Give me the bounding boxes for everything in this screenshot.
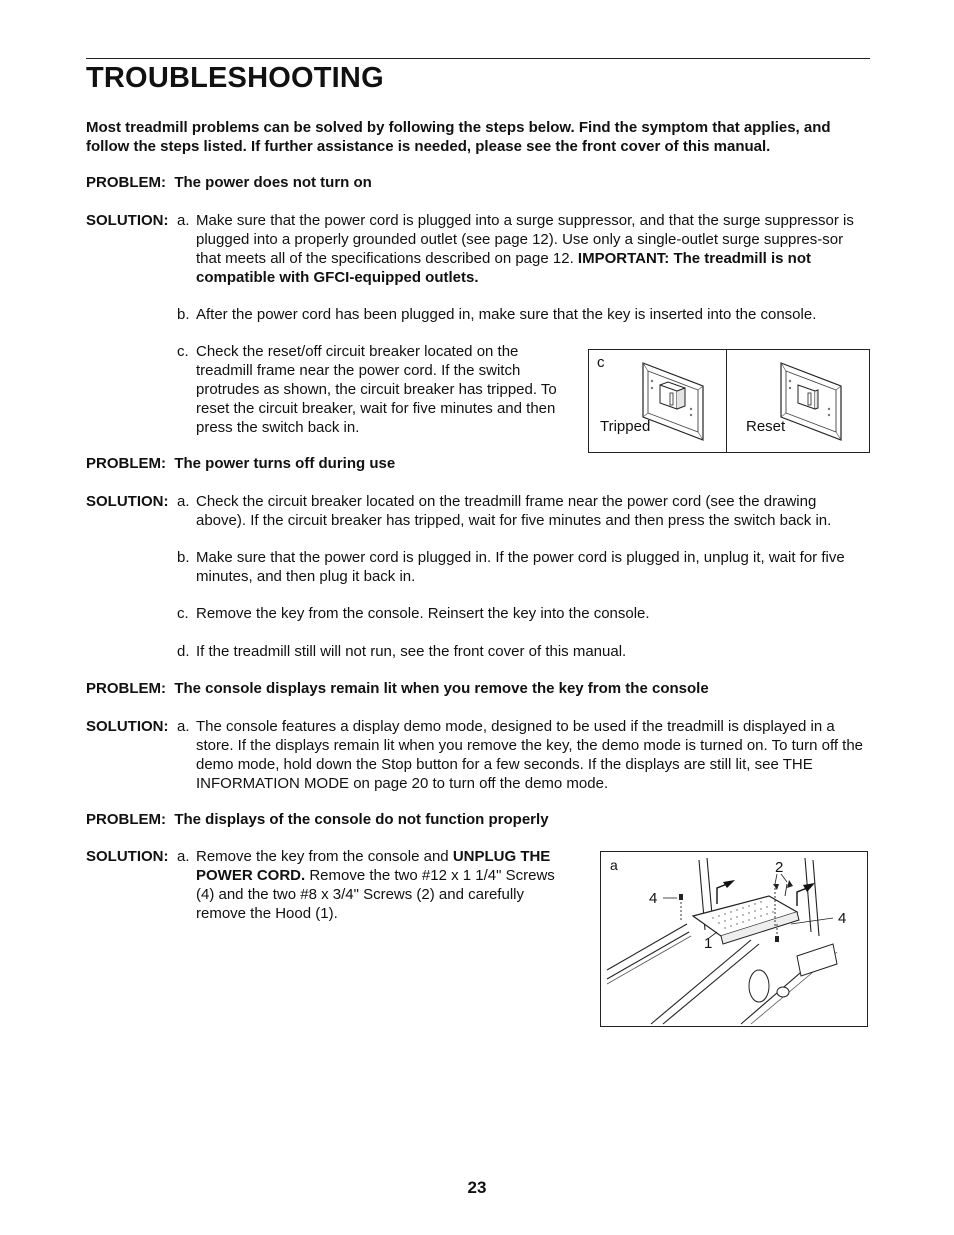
header-rule (86, 58, 870, 59)
callout-4-left: 4 (649, 890, 658, 907)
solution-label-2: SOLUTION: (86, 493, 169, 510)
problem-label: PROBLEM: (86, 174, 166, 191)
step-letter: b. (177, 549, 190, 566)
step-letter: b. (177, 306, 190, 323)
problem-1 (86, 173, 372, 192)
step-2a: Check the circuit breaker located on the treadmill frame near the power cord (see the drawing above). If the circuit breaker has tripped, wait for five minutes and then press the switch back in. (196, 493, 832, 529)
step-letter: a. (177, 212, 190, 229)
step-2d: If the treadmill still will not run, see the front cover of this manual. (196, 643, 627, 660)
treadmill-hood-drawing (601, 852, 867, 1026)
solution-label-1: SOLUTION: (86, 212, 169, 229)
step-letter: c. (177, 605, 189, 622)
figure-letter: c (597, 354, 605, 371)
problem-3-text: The console displays remain lit when you remove the key from the console (174, 680, 709, 697)
step-2b: Make sure that the power cord is plugged in. If the power cord is plugged in, unplug it, wait for five minutes, and then plug it back in. (196, 549, 845, 585)
problem-label: PROBLEM: (86, 680, 166, 697)
step-letter: a. (177, 848, 190, 865)
hood-removal-figure (600, 851, 868, 1027)
step-letter: c. (177, 343, 189, 360)
problem-2-text: The power turns off during use (174, 455, 396, 472)
circuit-breaker-figure (588, 349, 870, 453)
problem-label: PROBLEM: (86, 455, 166, 472)
callout-1: 1 (704, 935, 713, 952)
problem-label: PROBLEM: (86, 811, 166, 828)
problem-4-text: The displays of the console do not function properly (174, 811, 549, 828)
step-1b: After the power cord has been plugged in, make sure that the key is inserted into the console. (196, 306, 817, 323)
step-2c: Remove the key from the console. Reinsert the key into the console. (196, 605, 650, 622)
step-letter: a. (177, 493, 190, 510)
figure-divider (726, 350, 727, 452)
callout-4-right: 4 (838, 910, 847, 927)
step-3a: The console features a display demo mode, designed to be used if the treadmill is displayed in a store. If the displays remain lit when you remove the key, the demo mode is turned on. To turn off the demo mode, hold down the Stop button for a few seconds. If the displays are still lit, see THE INFORMATION MODE on page 20 to turn off the demo mode. (196, 718, 864, 792)
tripped-label: Tripped (600, 418, 651, 435)
step-4a: Remove the key from the console and UNPLUG THE POWER CORD. Remove the two #12 x 1 1/4" Screws (4) and the two #8 x 3/4" Screws (2) and carefully remove the Hood (1). (196, 848, 555, 922)
solution-label-3: SOLUTION: (86, 718, 169, 735)
figure-letter: a (610, 857, 618, 873)
intro-paragraph: Most treadmill problems can be solved by following the steps below. Find the symptom that applies, and follow the steps listed. If further assistance is needed, please see the front cover of this manual. (86, 119, 831, 155)
reset-label: Reset (746, 418, 786, 435)
solution-label-4: SOLUTION: (86, 848, 169, 865)
step-1a: Make sure that the power cord is plugged into a surge suppressor, and that the surge suppressor is plugged into a properly grounded outlet (see page 12). Use only a single-outlet surge suppres-sor that meets all of the specifications described on page 12. IMPORTANT: The treadmill is not compatible with GFCI-equipped outlets. (196, 212, 854, 286)
problem-2 (86, 454, 395, 473)
step-letter: d. (177, 643, 190, 660)
problem-3 (86, 679, 709, 698)
problem-4 (86, 810, 549, 829)
page-title: TROUBLESHOOTING (86, 62, 384, 94)
problem-1-text: The power does not turn on (174, 174, 372, 191)
step-letter: a. (177, 718, 190, 735)
step-1c: Check the reset/off circuit breaker located on the treadmill frame near the power cord. If the switch protrudes as shown, the circuit breaker has tripped. To reset the circuit breaker, wait for five minutes and then press the switch back in. (196, 343, 557, 436)
callout-2: 2 (775, 859, 784, 876)
page-number: 23 (467, 1178, 487, 1197)
